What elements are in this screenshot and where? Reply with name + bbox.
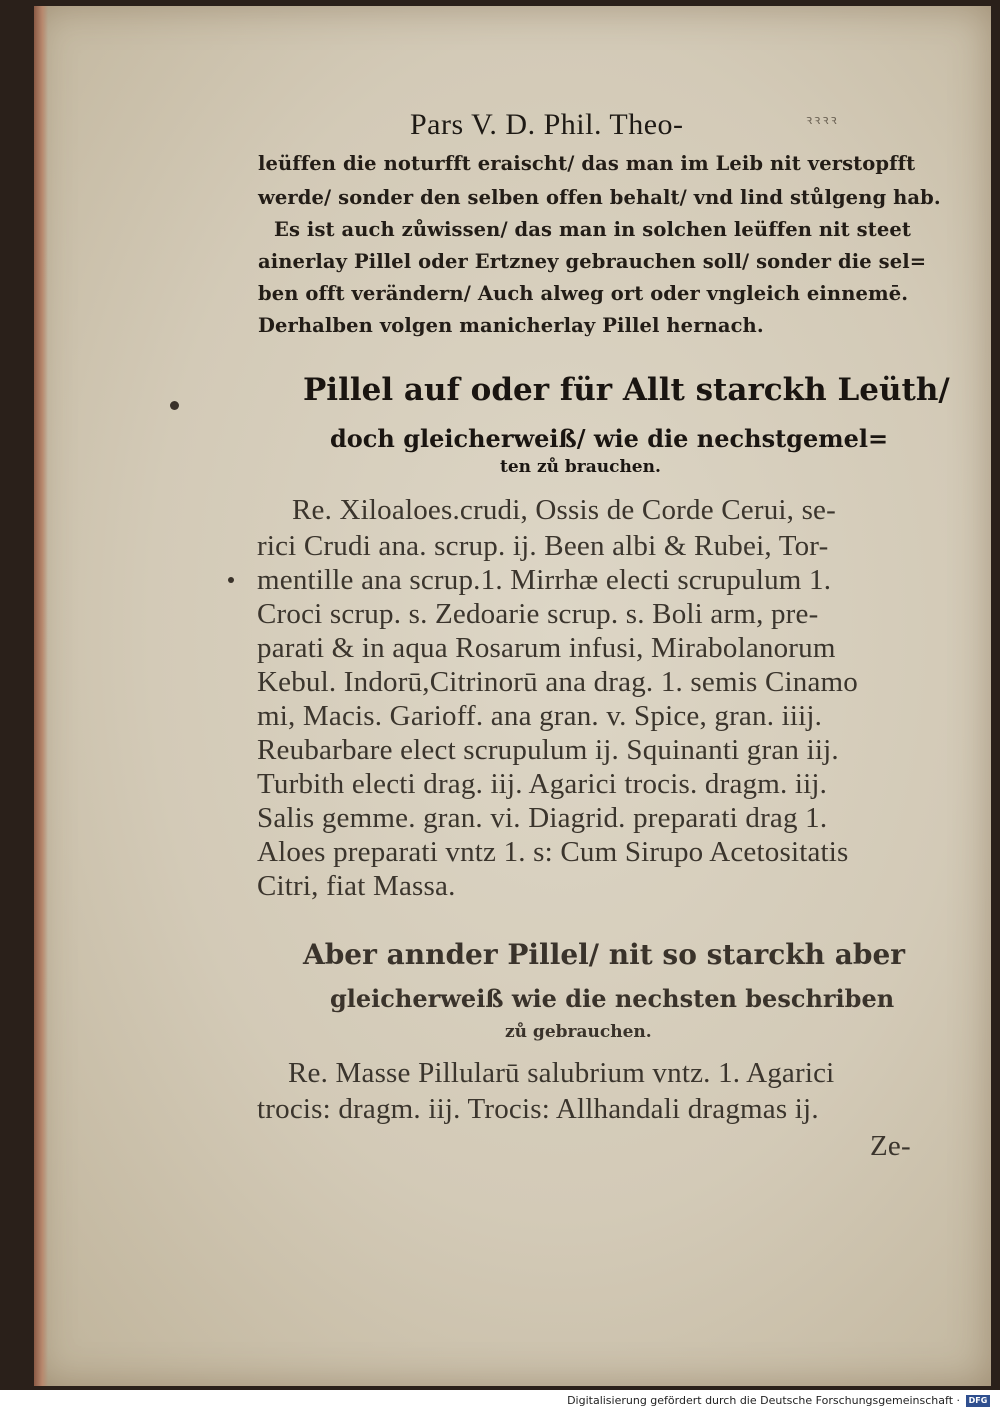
recipe-line: Aloes preparati vntz 1. s: Cum Sirupo Acetositatis bbox=[257, 836, 849, 868]
page-edge bbox=[34, 6, 48, 1386]
section-title-line: doch gleicherweiß/ wie die nechstgemel= bbox=[330, 424, 889, 453]
paragraph-line: ben offt verändern/ Auch alweg ort oder vngleich einnemē. bbox=[258, 282, 909, 305]
dfg-logo: DFG bbox=[966, 1395, 990, 1407]
recipe-line: Re. Xiloaloes.crudi, Ossis de Corde Cerui, se- bbox=[292, 494, 836, 526]
section-title-line: ten zů brauchen. bbox=[500, 457, 661, 477]
section-title-line: gleicherweiß wie die nechsten beschriben bbox=[330, 984, 895, 1013]
recipe-line: Re. Masse Pillularū salubrium vntz. 1. Agarici bbox=[288, 1057, 835, 1089]
margin-dot bbox=[228, 577, 234, 583]
recipe-line: parati & in aqua Rosarum infusi, Mirabolanorum bbox=[257, 632, 836, 664]
paragraph-line: Derhalben volgen manicherlay Pillel hernach. bbox=[258, 314, 764, 337]
recipe-line: Kebul. Indorū,Citrinorū ana drag. 1. semis Cinamo bbox=[257, 666, 858, 698]
paragraph-line: werde/ sonder den selben offen behalt/ vnd lind stůlgeng hab. bbox=[258, 186, 941, 209]
recipe-line: Citri, fiat Massa. bbox=[257, 870, 456, 902]
recipe-line: Reubarbare elect scrupulum ij. Squinanti gran iij. bbox=[257, 734, 839, 766]
recipe-line: Salis gemme. gran. vi. Diagrid. preparati drag 1. bbox=[257, 802, 828, 834]
recipe-line: Turbith electi drag. iij. Agarici trocis. dragm. iij. bbox=[257, 768, 828, 800]
paragraph-line: leüffen die noturfft eraischt/ das man im Leib nit verstopfft bbox=[258, 152, 916, 175]
recipe-line: trocis: dragm. iij. Trocis: Allhandali dragmas ij. bbox=[257, 1093, 819, 1125]
paragraph-line: ainerlay Pillel oder Ertzney gebrauchen soll/ sonder die sel= bbox=[258, 250, 927, 273]
running-head: Pars V. D. Phil. Theo- bbox=[410, 108, 684, 141]
folio-mark: ꝛꝛꝛꝛ bbox=[806, 112, 839, 127]
catchword: Ze- bbox=[870, 1130, 911, 1162]
section-title-line: zů gebrauchen. bbox=[505, 1022, 652, 1042]
recipe-line: mentille ana scrup.1. Mirrhæ electi scrupulum 1. bbox=[257, 564, 832, 596]
margin-dot bbox=[170, 401, 179, 410]
recipe-line: mi, Macis. Garioff. ana gran. v. Spice, gran. iiij. bbox=[257, 700, 823, 732]
recipe-line: rici Crudi ana. scrup. ij. Been albi & Rubei, Tor- bbox=[257, 530, 829, 562]
section-title-line: Aber annder Pillel/ nit so starckh aber bbox=[303, 938, 906, 971]
funding-credit: Digitalisierung gefördert durch die Deutsche Forschungsgemeinschaft · bbox=[567, 1394, 960, 1407]
recipe-line: Croci scrup. s. Zedoarie scrup. s. Boli arm, pre- bbox=[257, 598, 819, 630]
paragraph-line: Es ist auch zůwissen/ das man in solchen leüffen nit steet bbox=[274, 218, 911, 241]
section-title-line: Pillel auf oder für Allt starckh Leüth/ bbox=[303, 372, 950, 408]
